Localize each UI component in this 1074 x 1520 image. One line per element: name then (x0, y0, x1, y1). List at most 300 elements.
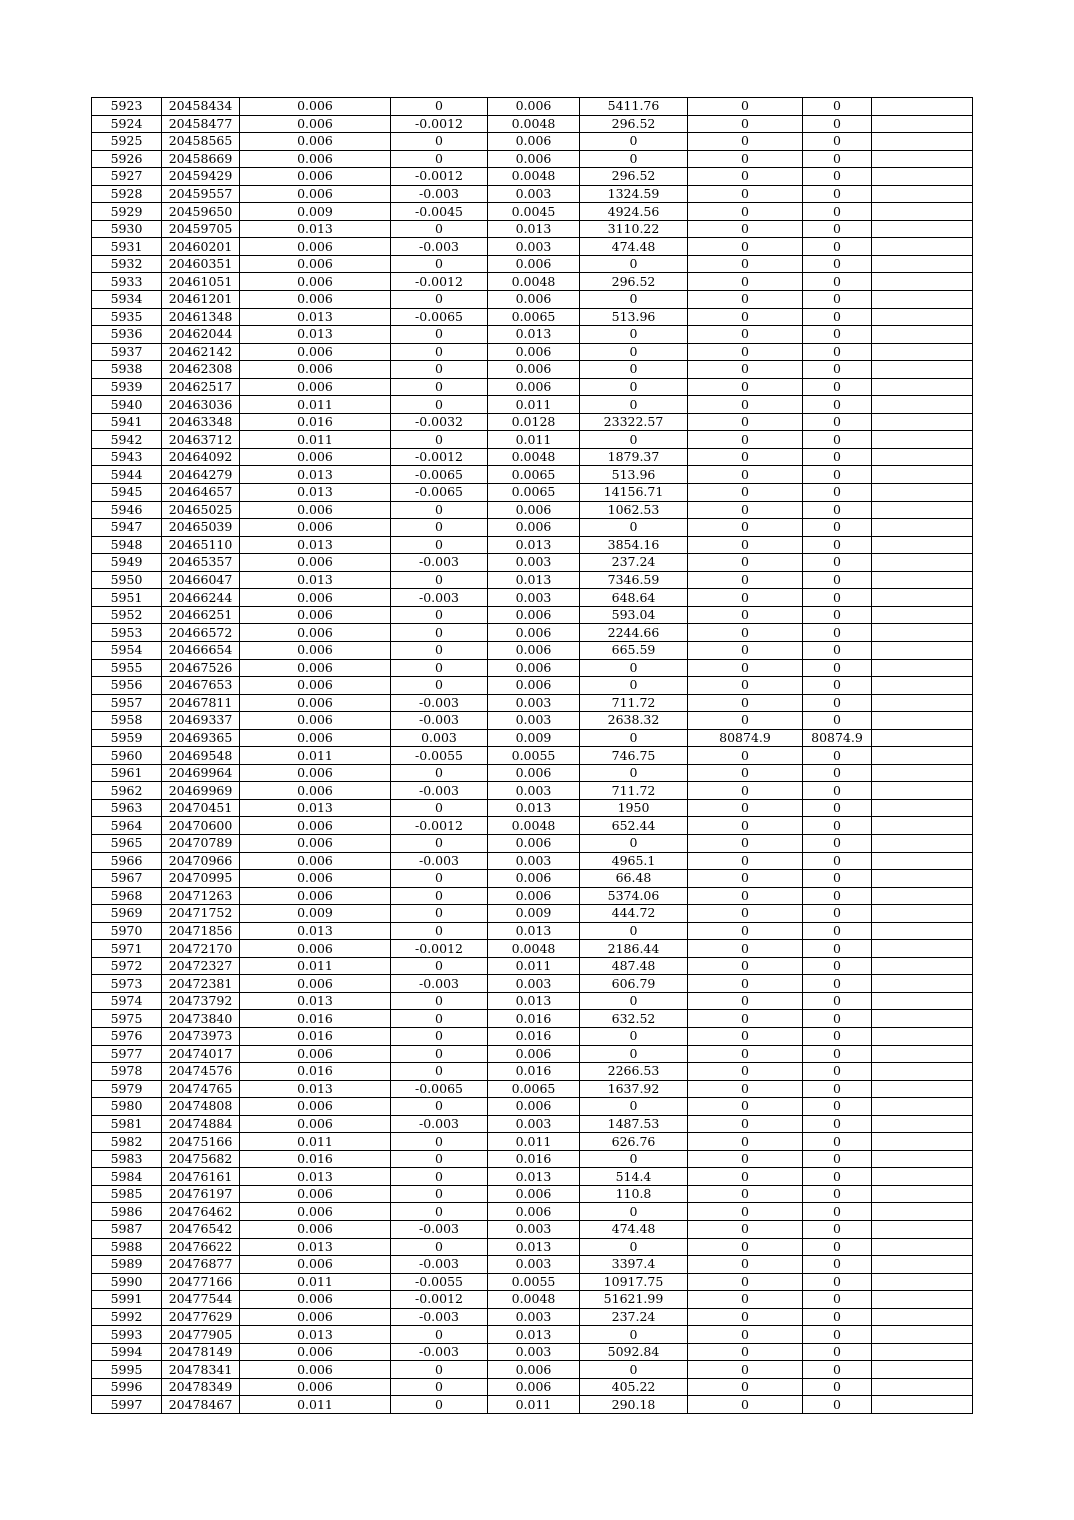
value-e-cell: 0 (803, 220, 872, 238)
value-b-cell: 0 (391, 326, 488, 344)
row-number-cell: 5936 (92, 326, 162, 344)
value-a-cell: 0.006 (240, 1291, 391, 1309)
value-a-cell: 0.009 (240, 905, 391, 923)
table-row (92, 133, 973, 151)
value-b-cell: -0.003 (391, 589, 488, 607)
id-cell: 20462044 (162, 326, 240, 344)
value-a-cell: 0.006 (240, 238, 391, 256)
value-d-cell: 0 (688, 887, 803, 905)
value-a-cell: 0.016 (240, 1010, 391, 1028)
amount-cell: 3854.16 (580, 536, 688, 554)
value-a-cell: 0.006 (240, 1378, 391, 1396)
value-b-cell: 0 (391, 150, 488, 168)
table-row (92, 431, 973, 449)
id-cell: 20458565 (162, 133, 240, 151)
value-c-cell: 0.0065 (488, 308, 580, 326)
value-b-cell: 0 (391, 677, 488, 695)
value-a-cell: 0.006 (240, 98, 391, 116)
value-a-cell: 0.011 (240, 431, 391, 449)
value-b-cell: -0.0065 (391, 484, 488, 502)
blank-cell (872, 659, 973, 677)
blank-cell (872, 1010, 973, 1028)
value-e-cell: 0 (803, 1378, 872, 1396)
value-d-cell: 0 (688, 1291, 803, 1309)
value-e-cell: 0 (803, 641, 872, 659)
amount-cell: 4924.56 (580, 203, 688, 221)
value-c-cell: 0.006 (488, 624, 580, 642)
id-cell: 20464092 (162, 448, 240, 466)
row-number-cell: 5925 (92, 133, 162, 151)
id-cell: 20460351 (162, 255, 240, 273)
blank-cell (872, 712, 973, 730)
value-b-cell: 0 (391, 659, 488, 677)
table-row (92, 519, 973, 537)
row-number-cell: 5997 (92, 1396, 162, 1414)
value-c-cell: 0.006 (488, 1098, 580, 1116)
value-c-cell: 0.006 (488, 887, 580, 905)
id-cell: 20476622 (162, 1238, 240, 1256)
value-a-cell: 0.006 (240, 168, 391, 186)
id-cell: 20462517 (162, 378, 240, 396)
value-e-cell: 0 (803, 554, 872, 572)
table-row (92, 536, 973, 554)
value-b-cell: 0 (391, 834, 488, 852)
value-a-cell: 0.006 (240, 1361, 391, 1379)
amount-cell: 2186.44 (580, 940, 688, 958)
blank-cell (872, 834, 973, 852)
row-number-cell: 5951 (92, 589, 162, 607)
value-c-cell: 0.0065 (488, 1080, 580, 1098)
blank-cell (872, 1396, 973, 1414)
row-number-cell: 5927 (92, 168, 162, 186)
value-b-cell: -0.003 (391, 185, 488, 203)
id-cell: 20470966 (162, 852, 240, 870)
value-d-cell: 0 (688, 1326, 803, 1344)
value-a-cell: 0.006 (240, 624, 391, 642)
amount-cell: 5092.84 (580, 1343, 688, 1361)
row-number-cell: 5965 (92, 834, 162, 852)
value-b-cell: 0 (391, 905, 488, 923)
value-e-cell: 0 (803, 185, 872, 203)
id-cell: 20470789 (162, 834, 240, 852)
row-number-cell: 5950 (92, 571, 162, 589)
value-e-cell: 0 (803, 501, 872, 519)
amount-cell: 2266.53 (580, 1063, 688, 1081)
amount-cell: 474.48 (580, 1221, 688, 1239)
row-number-cell: 5948 (92, 536, 162, 554)
value-e-cell: 0 (803, 1150, 872, 1168)
value-e-cell: 0 (803, 782, 872, 800)
id-cell: 20462142 (162, 343, 240, 361)
value-d-cell: 0 (688, 992, 803, 1010)
value-b-cell: 0 (391, 1063, 488, 1081)
value-a-cell: 0.006 (240, 291, 391, 309)
value-a-cell: 0.013 (240, 571, 391, 589)
row-number-cell: 5969 (92, 905, 162, 923)
value-d-cell: 0 (688, 343, 803, 361)
value-c-cell: 0.0048 (488, 940, 580, 958)
row-number-cell: 5943 (92, 448, 162, 466)
row-number-cell: 5944 (92, 466, 162, 484)
blank-cell (872, 1133, 973, 1151)
blank-cell (872, 361, 973, 379)
value-e-cell: 0 (803, 203, 872, 221)
amount-cell: 0 (580, 150, 688, 168)
value-b-cell: 0.003 (391, 729, 488, 747)
row-number-cell: 5953 (92, 624, 162, 642)
value-d-cell: 0 (688, 606, 803, 624)
amount-cell: 0 (580, 133, 688, 151)
value-a-cell: 0.013 (240, 326, 391, 344)
value-d-cell: 0 (688, 466, 803, 484)
value-b-cell: 0 (391, 1133, 488, 1151)
value-a-cell: 0.013 (240, 220, 391, 238)
table-row (92, 1080, 973, 1098)
value-c-cell: 0.006 (488, 378, 580, 396)
id-cell: 20467526 (162, 659, 240, 677)
value-b-cell: -0.0012 (391, 448, 488, 466)
id-cell: 20476877 (162, 1256, 240, 1274)
table-row (92, 378, 973, 396)
value-c-cell: 0.006 (488, 677, 580, 695)
id-cell: 20473792 (162, 992, 240, 1010)
amount-cell: 3110.22 (580, 220, 688, 238)
blank-cell (872, 1168, 973, 1186)
id-cell: 20470451 (162, 799, 240, 817)
id-cell: 20458669 (162, 150, 240, 168)
amount-cell: 296.52 (580, 168, 688, 186)
value-b-cell: 0 (391, 606, 488, 624)
table-row (92, 1378, 973, 1396)
blank-cell (872, 519, 973, 537)
table-row (92, 729, 973, 747)
value-e-cell: 0 (803, 1063, 872, 1081)
value-e-cell: 0 (803, 870, 872, 888)
value-d-cell: 80874.9 (688, 729, 803, 747)
value-e-cell: 0 (803, 536, 872, 554)
blank-cell (872, 571, 973, 589)
value-d-cell: 0 (688, 98, 803, 116)
row-number-cell: 5933 (92, 273, 162, 291)
value-e-cell: 0 (803, 834, 872, 852)
id-cell: 20461051 (162, 273, 240, 291)
id-cell: 20463712 (162, 431, 240, 449)
value-b-cell: 0 (391, 1045, 488, 1063)
value-d-cell: 0 (688, 659, 803, 677)
row-number-cell: 5959 (92, 729, 162, 747)
value-b-cell: 0 (391, 361, 488, 379)
value-e-cell: 0 (803, 1221, 872, 1239)
value-c-cell: 0.006 (488, 98, 580, 116)
blank-cell (872, 168, 973, 186)
id-cell: 20471856 (162, 922, 240, 940)
value-a-cell: 0.006 (240, 975, 391, 993)
blank-cell (872, 624, 973, 642)
value-a-cell: 0.006 (240, 659, 391, 677)
value-b-cell: -0.003 (391, 1308, 488, 1326)
amount-cell: 0 (580, 1361, 688, 1379)
value-e-cell: 0 (803, 484, 872, 502)
value-a-cell: 0.006 (240, 1221, 391, 1239)
table-row (92, 641, 973, 659)
table-row (92, 764, 973, 782)
value-c-cell: 0.006 (488, 606, 580, 624)
value-c-cell: 0.011 (488, 1133, 580, 1151)
value-d-cell: 0 (688, 712, 803, 730)
value-a-cell: 0.006 (240, 1115, 391, 1133)
blank-cell (872, 852, 973, 870)
row-number-cell: 5979 (92, 1080, 162, 1098)
row-number-cell: 5987 (92, 1221, 162, 1239)
value-a-cell: 0.006 (240, 361, 391, 379)
table-row (92, 98, 973, 116)
table-row (92, 1221, 973, 1239)
value-b-cell: 0 (391, 624, 488, 642)
id-cell: 20469964 (162, 764, 240, 782)
table-row (92, 273, 973, 291)
value-c-cell: 0.003 (488, 712, 580, 730)
blank-cell (872, 817, 973, 835)
value-e-cell: 0 (803, 1396, 872, 1414)
value-c-cell: 0.006 (488, 1203, 580, 1221)
value-a-cell: 0.011 (240, 396, 391, 414)
value-c-cell: 0.013 (488, 992, 580, 1010)
value-d-cell: 0 (688, 1221, 803, 1239)
row-number-cell: 5938 (92, 361, 162, 379)
id-cell: 20469337 (162, 712, 240, 730)
row-number-cell: 5972 (92, 957, 162, 975)
value-d-cell: 0 (688, 185, 803, 203)
table-row (92, 1343, 973, 1361)
amount-cell: 405.22 (580, 1378, 688, 1396)
value-a-cell: 0.006 (240, 782, 391, 800)
id-cell: 20471752 (162, 905, 240, 923)
amount-cell: 10917.75 (580, 1273, 688, 1291)
value-e-cell: 0 (803, 1185, 872, 1203)
value-d-cell: 0 (688, 536, 803, 554)
value-c-cell: 0.013 (488, 326, 580, 344)
value-e-cell: 0 (803, 659, 872, 677)
value-d-cell: 0 (688, 1080, 803, 1098)
amount-cell: 1324.59 (580, 185, 688, 203)
value-b-cell: 0 (391, 1378, 488, 1396)
value-c-cell: 0.003 (488, 1115, 580, 1133)
blank-cell (872, 1098, 973, 1116)
value-c-cell: 0.006 (488, 343, 580, 361)
value-c-cell: 0.016 (488, 1010, 580, 1028)
value-d-cell: 0 (688, 255, 803, 273)
blank-cell (872, 484, 973, 502)
value-e-cell: 0 (803, 378, 872, 396)
row-number-cell: 5934 (92, 291, 162, 309)
value-d-cell: 0 (688, 799, 803, 817)
value-b-cell: -0.0055 (391, 747, 488, 765)
blank-cell (872, 764, 973, 782)
blank-cell (872, 291, 973, 309)
value-c-cell: 0.0048 (488, 168, 580, 186)
id-cell: 20464657 (162, 484, 240, 502)
value-d-cell: 0 (688, 1256, 803, 1274)
row-number-cell: 5958 (92, 712, 162, 730)
value-c-cell: 0.003 (488, 185, 580, 203)
row-number-cell: 5985 (92, 1185, 162, 1203)
blank-cell (872, 940, 973, 958)
value-b-cell: -0.0012 (391, 168, 488, 186)
value-d-cell: 0 (688, 115, 803, 133)
amount-cell: 0 (580, 1045, 688, 1063)
id-cell: 20473973 (162, 1027, 240, 1045)
value-b-cell: -0.003 (391, 1343, 488, 1361)
table-row (92, 308, 973, 326)
amount-cell: 14156.71 (580, 484, 688, 502)
blank-cell (872, 448, 973, 466)
value-d-cell: 0 (688, 133, 803, 151)
id-cell: 20474884 (162, 1115, 240, 1133)
value-a-cell: 0.006 (240, 448, 391, 466)
value-a-cell: 0.016 (240, 413, 391, 431)
row-number-cell: 5976 (92, 1027, 162, 1045)
id-cell: 20475682 (162, 1150, 240, 1168)
value-d-cell: 0 (688, 589, 803, 607)
value-d-cell: 0 (688, 870, 803, 888)
blank-cell (872, 1361, 973, 1379)
value-c-cell: 0.009 (488, 729, 580, 747)
amount-cell: 0 (580, 1238, 688, 1256)
id-cell: 20465110 (162, 536, 240, 554)
amount-cell: 0 (580, 378, 688, 396)
value-e-cell: 0 (803, 694, 872, 712)
id-cell: 20471263 (162, 887, 240, 905)
amount-cell: 1879.37 (580, 448, 688, 466)
value-c-cell: 0.011 (488, 1396, 580, 1414)
value-a-cell: 0.013 (240, 799, 391, 817)
value-c-cell: 0.003 (488, 694, 580, 712)
id-cell: 20475166 (162, 1133, 240, 1151)
value-b-cell: -0.0032 (391, 413, 488, 431)
id-cell: 20477544 (162, 1291, 240, 1309)
table-row (92, 747, 973, 765)
row-number-cell: 5995 (92, 1361, 162, 1379)
value-a-cell: 0.016 (240, 1063, 391, 1081)
table-row (92, 712, 973, 730)
value-d-cell: 0 (688, 1185, 803, 1203)
value-a-cell: 0.006 (240, 712, 391, 730)
value-a-cell: 0.006 (240, 694, 391, 712)
table-row (92, 291, 973, 309)
value-d-cell: 0 (688, 782, 803, 800)
value-e-cell: 0 (803, 115, 872, 133)
row-number-cell: 5939 (92, 378, 162, 396)
value-e-cell: 0 (803, 413, 872, 431)
value-e-cell: 80874.9 (803, 729, 872, 747)
value-b-cell: -0.0065 (391, 308, 488, 326)
row-number-cell: 5935 (92, 308, 162, 326)
amount-cell: 513.96 (580, 466, 688, 484)
value-d-cell: 0 (688, 413, 803, 431)
value-d-cell: 0 (688, 834, 803, 852)
amount-cell: 632.52 (580, 1010, 688, 1028)
value-d-cell: 0 (688, 677, 803, 695)
row-number-cell: 5994 (92, 1343, 162, 1361)
table-row (92, 1010, 973, 1028)
value-a-cell: 0.013 (240, 1168, 391, 1186)
value-e-cell: 0 (803, 1010, 872, 1028)
value-d-cell: 0 (688, 1115, 803, 1133)
id-cell: 20465039 (162, 519, 240, 537)
value-c-cell: 0.013 (488, 1168, 580, 1186)
value-c-cell: 0.003 (488, 852, 580, 870)
table-row (92, 834, 973, 852)
value-e-cell: 0 (803, 1203, 872, 1221)
value-d-cell: 0 (688, 641, 803, 659)
value-d-cell: 0 (688, 291, 803, 309)
value-e-cell: 0 (803, 168, 872, 186)
value-b-cell: -0.003 (391, 975, 488, 993)
value-e-cell: 0 (803, 1168, 872, 1186)
value-a-cell: 0.009 (240, 203, 391, 221)
amount-cell: 0 (580, 361, 688, 379)
blank-cell (872, 922, 973, 940)
value-c-cell: 0.016 (488, 1150, 580, 1168)
table-row (92, 1238, 973, 1256)
blank-cell (872, 589, 973, 607)
blank-cell (872, 220, 973, 238)
value-c-cell: 0.006 (488, 1045, 580, 1063)
value-b-cell: 0 (391, 992, 488, 1010)
value-a-cell: 0.006 (240, 589, 391, 607)
row-number-cell: 5988 (92, 1238, 162, 1256)
table-row (92, 238, 973, 256)
table-row (92, 150, 973, 168)
table-row (92, 343, 973, 361)
value-b-cell: 0 (391, 957, 488, 975)
id-cell: 20463036 (162, 396, 240, 414)
value-c-cell: 0.003 (488, 589, 580, 607)
value-d-cell: 0 (688, 1098, 803, 1116)
amount-cell: 0 (580, 1203, 688, 1221)
row-number-cell: 5962 (92, 782, 162, 800)
id-cell: 20473840 (162, 1010, 240, 1028)
value-e-cell: 0 (803, 940, 872, 958)
value-b-cell: 0 (391, 519, 488, 537)
blank-cell (872, 343, 973, 361)
value-c-cell: 0.003 (488, 1343, 580, 1361)
value-a-cell: 0.006 (240, 940, 391, 958)
amount-cell: 51621.99 (580, 1291, 688, 1309)
value-b-cell: -0.003 (391, 1221, 488, 1239)
value-b-cell: -0.0065 (391, 1080, 488, 1098)
value-a-cell: 0.013 (240, 1326, 391, 1344)
value-b-cell: 0 (391, 431, 488, 449)
value-c-cell: 0.006 (488, 1378, 580, 1396)
table-row (92, 852, 973, 870)
value-b-cell: -0.003 (391, 238, 488, 256)
id-cell: 20470600 (162, 817, 240, 835)
id-cell: 20474017 (162, 1045, 240, 1063)
id-cell: 20465025 (162, 501, 240, 519)
id-cell: 20465357 (162, 554, 240, 572)
table-row (92, 220, 973, 238)
value-e-cell: 0 (803, 764, 872, 782)
value-b-cell: -0.0012 (391, 115, 488, 133)
value-e-cell: 0 (803, 1361, 872, 1379)
row-number-cell: 5980 (92, 1098, 162, 1116)
value-b-cell: 0 (391, 1010, 488, 1028)
value-d-cell: 0 (688, 905, 803, 923)
value-b-cell: 0 (391, 501, 488, 519)
table-row (92, 1063, 973, 1081)
value-e-cell: 0 (803, 606, 872, 624)
